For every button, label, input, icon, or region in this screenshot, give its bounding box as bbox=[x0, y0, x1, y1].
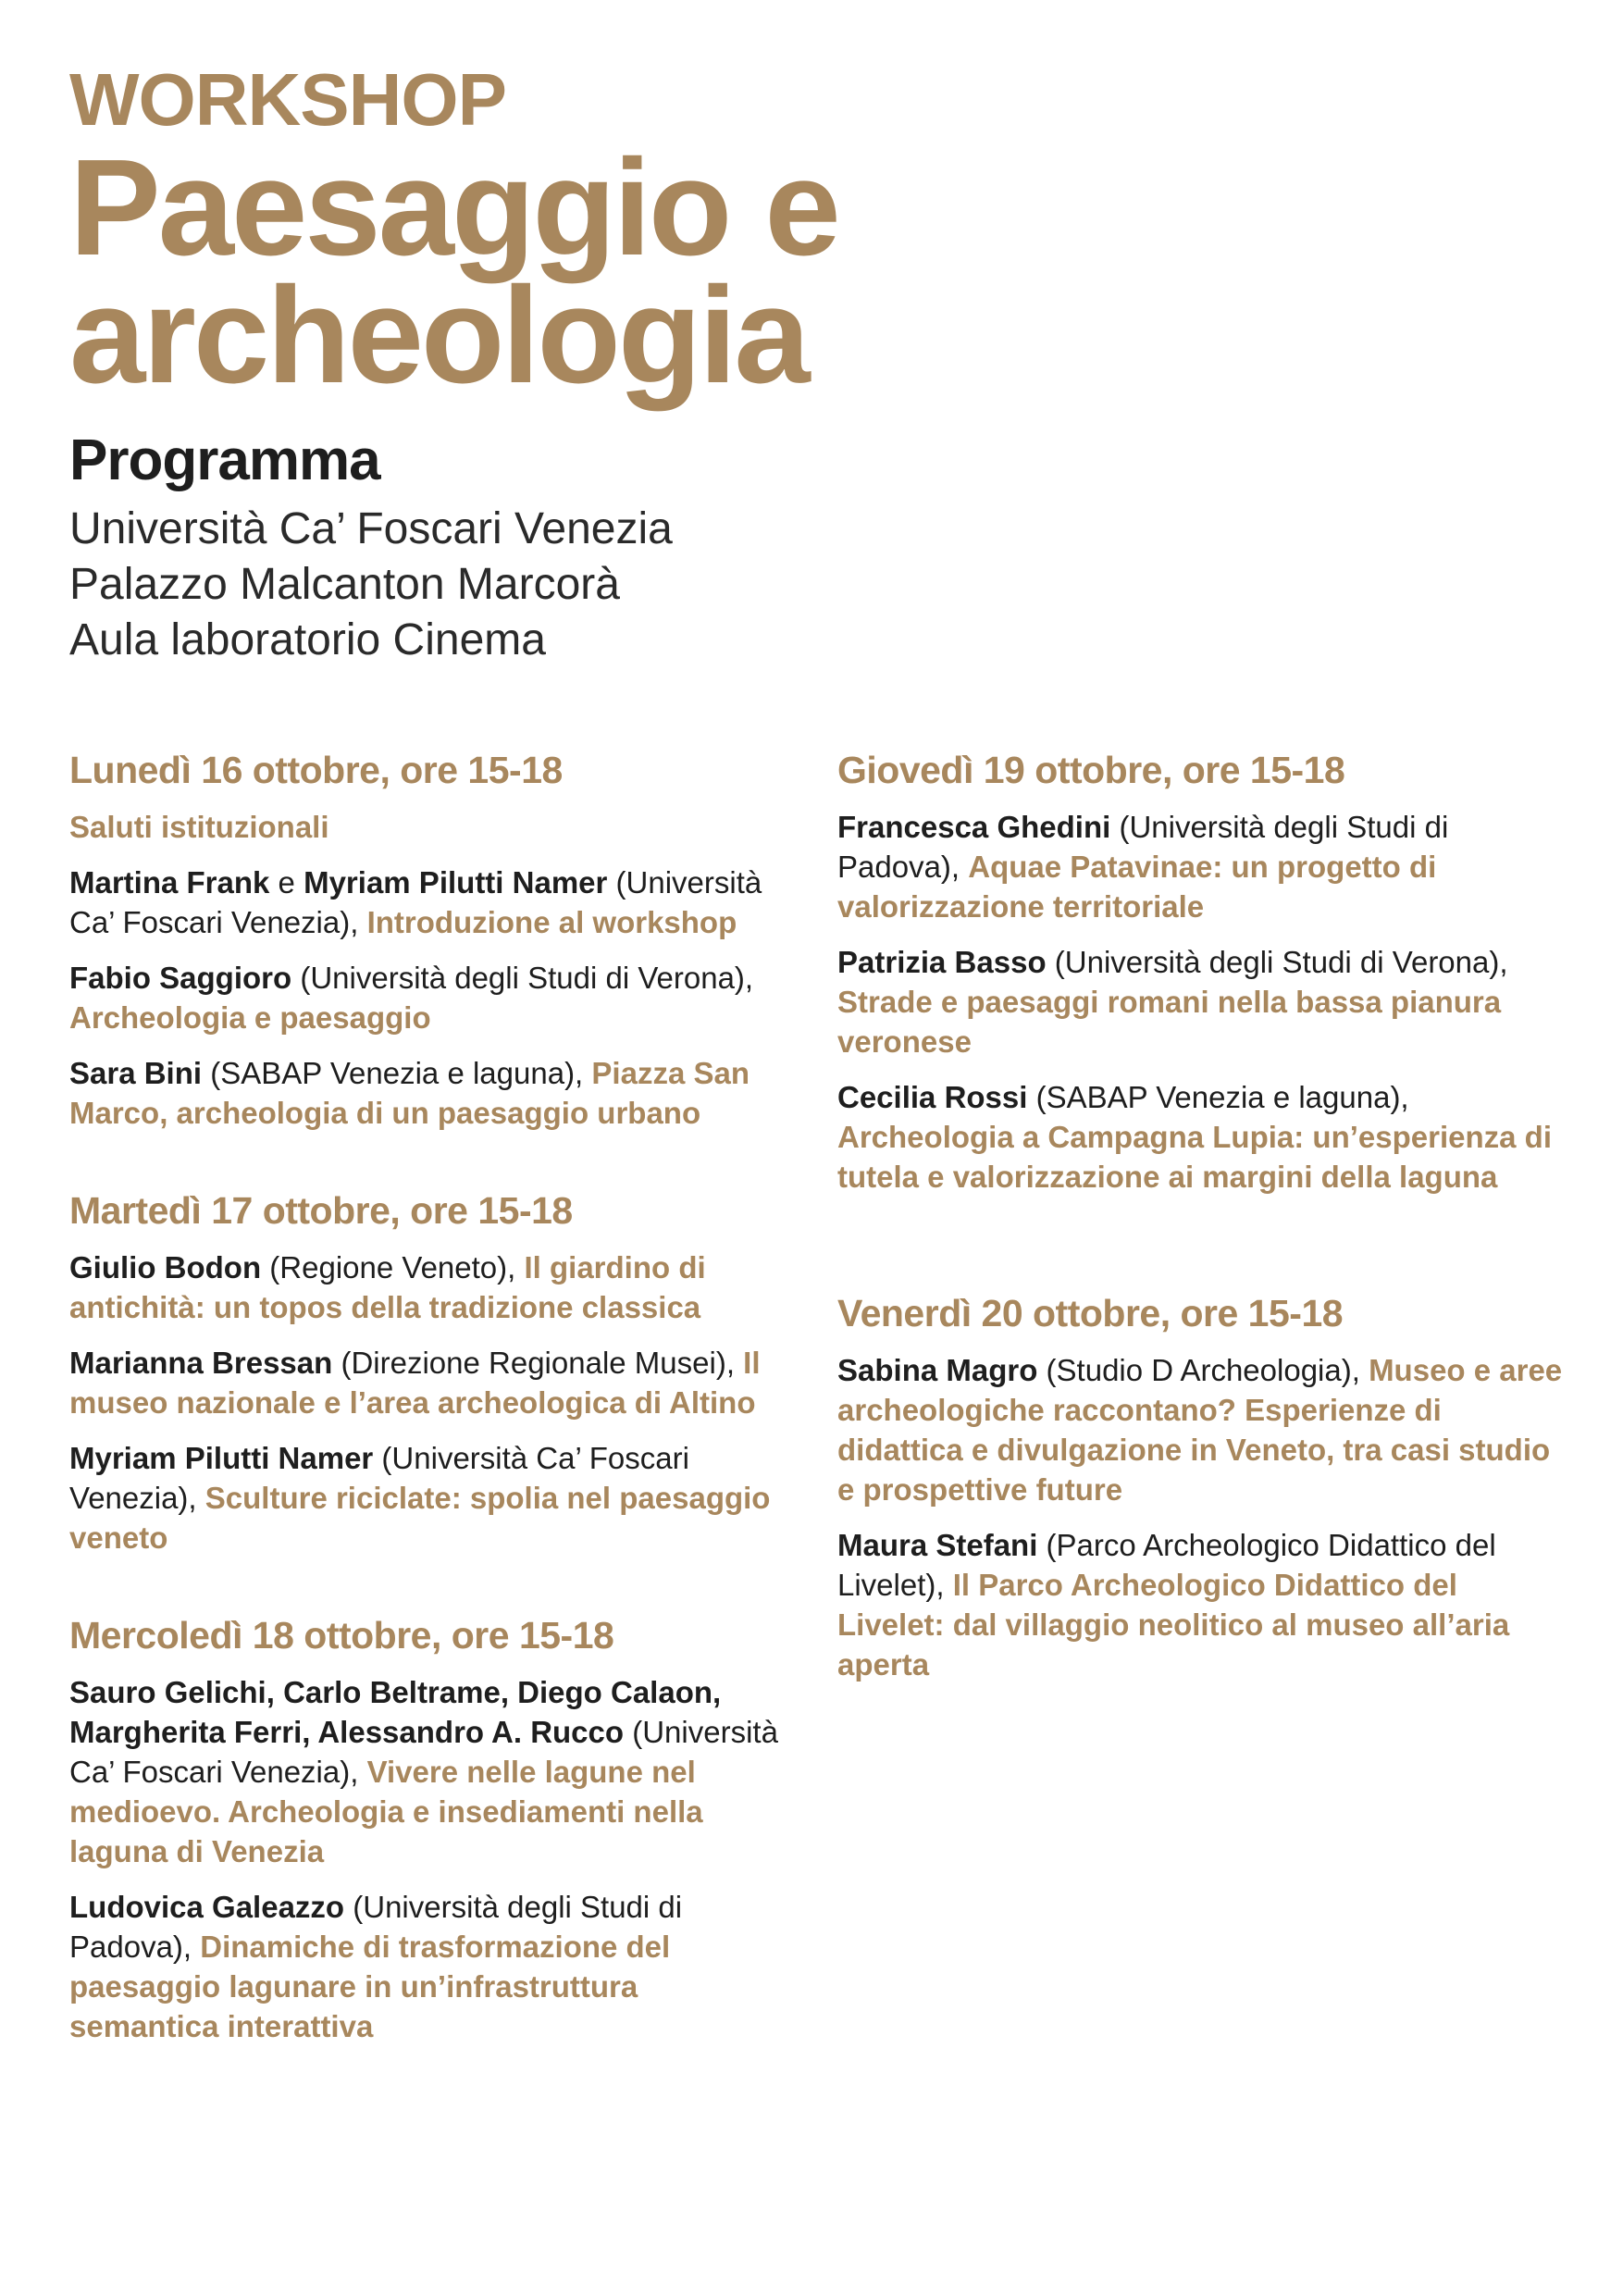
title-line-2: archeologia bbox=[69, 259, 808, 412]
talk-title: Vivere nelle lagune nel medioevo. Archeologia e insediamenti nella laguna di Venezia bbox=[69, 1755, 703, 1868]
venue-palace: Palazzo Malcanton Marcorà bbox=[69, 560, 620, 609]
speaker-name: Fabio Saggioro bbox=[69, 961, 292, 995]
speaker-affiliation: (SABAP Venezia e laguna), bbox=[1027, 1080, 1409, 1114]
day-tuesday bbox=[69, 1186, 782, 1558]
speaker-affiliation: (Università degli Studi di Padova), bbox=[69, 1890, 683, 1964]
program-entry bbox=[69, 958, 782, 1037]
speaker-affiliation: (Direzione Regionale Musei), bbox=[332, 1346, 744, 1380]
program-entry bbox=[837, 1525, 1568, 1684]
speaker-name: Francesca Ghedini bbox=[837, 810, 1111, 844]
speaker-name: Myriam Pilutti Namer bbox=[69, 1441, 374, 1475]
speaker-name: Maura Stefani bbox=[837, 1528, 1038, 1562]
program-entry bbox=[837, 942, 1568, 1061]
speaker-affiliation: (Regione Veneto), bbox=[261, 1250, 525, 1285]
day-heading: Lunedì 16 ottobre, ore 15-18 bbox=[69, 749, 563, 791]
program-entry bbox=[69, 1672, 782, 1871]
speaker-name: Ludovica Galeazzo bbox=[69, 1890, 345, 1924]
talk-title: Dinamiche di trasformazione del paesaggio lagunare in un’infrastruttura semantica interattiva bbox=[69, 1930, 671, 2043]
talk-title: Il giardino di antichità: un topos della tradizione classica bbox=[69, 1250, 706, 1324]
venue-block bbox=[69, 502, 1180, 668]
day-friday bbox=[837, 1289, 1568, 1684]
page-title bbox=[69, 131, 1180, 412]
program-entry bbox=[69, 1343, 782, 1422]
speaker-affiliation: (SABAP Venezia e laguna), bbox=[202, 1056, 592, 1090]
talk-title: Strade e paesaggi romani nella bassa pianura veronese bbox=[837, 985, 1502, 1059]
day-heading: Venerdì 20 ottobre, ore 15-18 bbox=[837, 1292, 1344, 1334]
speaker-name: Marianna Bressan bbox=[69, 1346, 333, 1380]
program-entry bbox=[69, 1247, 782, 1327]
speaker-name: Sabina Magro bbox=[837, 1353, 1038, 1387]
day-heading: Mercoledì 18 ottobre, ore 15-18 bbox=[69, 1614, 614, 1657]
speaker-affiliation: (Università degli Studi di Verona), bbox=[291, 961, 754, 995]
title-line-1: Paesaggio e bbox=[69, 131, 838, 284]
day-wednesday bbox=[69, 1611, 782, 2046]
talk-title: Il Parco Archeologico Didattico del Livelet: dal villaggio neolitico al museo all’aria aperta bbox=[837, 1568, 1510, 1682]
speaker-affiliation: (Università Ca’ Foscari Venezia), bbox=[69, 865, 762, 939]
talk-title: Il museo nazionale e l’area archeologica di Altino bbox=[69, 1346, 761, 1420]
speaker-affiliation: (Università degli Studi di Padova), bbox=[837, 810, 1449, 884]
speaker-name: Giulio Bodon bbox=[69, 1250, 262, 1285]
talk-title: Introduzione al workshop bbox=[366, 905, 737, 939]
talk-title: Aquae Patavinae: un progetto di valorizzazione territoriale bbox=[837, 850, 1437, 924]
talk-title: Piazza San Marco, archeologia di un paesaggio urbano bbox=[69, 1056, 750, 1130]
venue-university: Università Ca’ Foscari Venezia bbox=[69, 504, 673, 553]
speaker-affiliation: (Studio D Archeologia), bbox=[1037, 1353, 1369, 1387]
talk-title: Museo e aree archeologiche raccontano? Esperienze di didattica e divulgazione in Veneto, tra casi studio e prospettive future bbox=[837, 1353, 1563, 1507]
speaker-name: Martina Frank bbox=[69, 865, 270, 900]
program-column-left bbox=[69, 746, 782, 2062]
talk-title: Sculture riciclate: spolia nel paesaggio veneto bbox=[69, 1481, 771, 1555]
program-entry bbox=[69, 1053, 782, 1133]
speaker-name: Myriam Pilutti Namer bbox=[304, 865, 608, 900]
speaker-affiliation: (Università degli Studi di Verona), bbox=[1046, 945, 1508, 979]
program-entry bbox=[69, 1438, 782, 1558]
talk-title: Archeologia e paesaggio bbox=[69, 1000, 431, 1035]
day-heading: Martedì 17 ottobre, ore 15-18 bbox=[69, 1189, 573, 1232]
greeting-item: Saluti istituzionali bbox=[69, 810, 329, 844]
program-column-right bbox=[837, 746, 1568, 1700]
day-heading: Giovedì 19 ottobre, ore 15-18 bbox=[837, 749, 1345, 791]
speaker-name: Sara Bini bbox=[69, 1056, 203, 1090]
program-entry bbox=[69, 863, 782, 942]
venue-room: Aula laboratorio Cinema bbox=[69, 615, 546, 664]
speaker-affiliation: (Università Ca’ Foscari Venezia), bbox=[69, 1441, 689, 1515]
program-entry bbox=[837, 1077, 1568, 1197]
day-thursday bbox=[837, 746, 1568, 1197]
program-subtitle: Programma bbox=[69, 428, 380, 492]
speaker-name: Patrizia Basso bbox=[837, 945, 1047, 979]
day-monday bbox=[69, 746, 782, 1133]
speaker-affiliation: (Università Ca’ Foscari Venezia), bbox=[69, 1715, 778, 1789]
speaker-name: Cecilia Rossi bbox=[837, 1080, 1028, 1114]
program-entry bbox=[837, 1350, 1568, 1509]
program-entry bbox=[69, 1887, 782, 2046]
workshop-kicker: WORKSHOP bbox=[69, 58, 506, 141]
speaker-affiliation: (Parco Archeologico Didattico del Livelet), bbox=[837, 1528, 1496, 1602]
program-entry bbox=[837, 807, 1568, 926]
speaker-name: Sauro Gelichi, Carlo Beltrame, Diego Calaon, Margherita Ferri, Alessandro A. Rucco bbox=[69, 1675, 722, 1749]
page-header bbox=[69, 57, 1180, 668]
conjunction: e bbox=[269, 865, 304, 900]
talk-title: Archeologia a Campagna Lupia: un’esperienza di tutela e valorizzazione ai margini della laguna bbox=[837, 1120, 1552, 1194]
